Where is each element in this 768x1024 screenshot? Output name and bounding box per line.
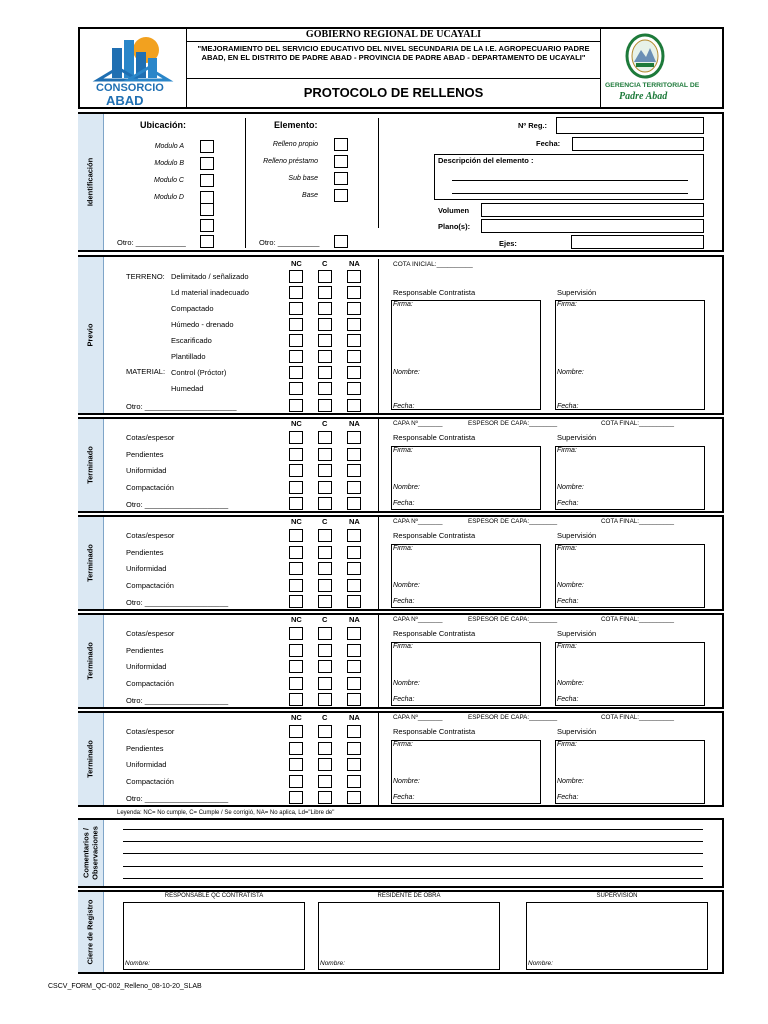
espesor-label: ESPESOR DE CAPA:________ <box>468 714 558 721</box>
terminado-supervision: Supervisión <box>557 629 597 638</box>
comentarios-label-line1: Comentarios / <box>80 828 90 879</box>
terminado-nombre: Nombre: <box>393 484 420 491</box>
nreg-label: Nº Reg.: <box>518 121 547 130</box>
terminado-sidebar <box>78 713 104 805</box>
na-header: NA <box>349 419 360 428</box>
agency-logo <box>605 32 719 106</box>
na-header: NA <box>349 517 360 526</box>
terminado-fecha: Fecha: <box>393 794 415 801</box>
previo-nc-checkbox[interactable] <box>289 334 303 347</box>
terminado-c-checkbox[interactable] <box>318 775 332 788</box>
terminado-firma: Firma: <box>393 447 413 454</box>
terminado-otro: Otro: ____________________ <box>126 500 229 509</box>
terminado-item-label: Compactación <box>126 580 174 590</box>
previo-na-checkbox[interactable] <box>347 318 361 331</box>
capa-label: CAPA Nº_______ <box>393 518 443 525</box>
terminado-otro-nc-checkbox[interactable] <box>289 497 303 510</box>
terminado-item-label: Cotas/espesor <box>126 629 175 638</box>
cierre-col2-box[interactable] <box>318 902 500 970</box>
espesor-label: ESPESOR DE CAPA:________ <box>468 420 558 427</box>
previo-supervision-box[interactable] <box>555 300 705 410</box>
terminado-fecha: Fecha: <box>557 500 579 507</box>
ubicacion-otro-checkbox[interactable] <box>200 235 214 248</box>
terminado-sidebar <box>78 419 104 511</box>
previo-na-checkbox[interactable] <box>347 286 361 299</box>
elemento-otro-checkbox[interactable] <box>334 235 348 248</box>
terminado-na-checkbox[interactable] <box>347 431 361 444</box>
terminado-sidebar <box>78 615 104 707</box>
terminado-c-checkbox[interactable] <box>318 758 332 771</box>
terminado-c-checkbox[interactable] <box>318 660 332 673</box>
terminado-otro-c-checkbox[interactable] <box>318 791 332 804</box>
terminado-nc-checkbox[interactable] <box>289 775 303 788</box>
terminado-c-checkbox[interactable] <box>318 677 332 690</box>
terminado-item-label: Pendientes <box>126 547 164 557</box>
divider <box>378 517 379 609</box>
agency-name-line2: Padre Abad <box>619 91 668 102</box>
terminado-firma: Firma: <box>393 545 413 552</box>
previo-na-checkbox[interactable] <box>347 334 361 347</box>
cierre-sidebar <box>78 892 104 972</box>
terminado-otro: Otro: ____________________ <box>126 598 229 607</box>
company-logo <box>88 34 178 106</box>
elemento-item-checkbox[interactable] <box>334 189 348 202</box>
ubicacion-item-label: Modulo A <box>154 143 184 150</box>
na-header: NA <box>349 615 360 624</box>
previo-supervision: Supervisión <box>557 288 597 297</box>
terminado-na-checkbox[interactable] <box>347 775 361 788</box>
terminado-na-checkbox[interactable] <box>347 464 361 477</box>
terminado-na-checkbox[interactable] <box>347 644 361 657</box>
terminado-fecha: Fecha: <box>393 598 415 605</box>
terminado-na-checkbox[interactable] <box>347 627 361 640</box>
terminado-c-checkbox[interactable] <box>318 464 332 477</box>
c-header: C <box>322 615 328 624</box>
previo-na-checkbox[interactable] <box>347 270 361 283</box>
terminado-item-label: Pendientes <box>126 645 164 655</box>
terminado-item-label: Compactación <box>126 776 174 786</box>
previo-na-checkbox[interactable] <box>347 366 361 379</box>
nc-header: NC <box>291 615 302 624</box>
terminado-otro-na-checkbox[interactable] <box>347 595 361 608</box>
previo-nc-checkbox[interactable] <box>289 366 303 379</box>
comentarios-label <box>82 826 99 880</box>
terminado-item-label: Uniformidad <box>126 466 167 475</box>
ubicacion-item-label: Modulo B <box>154 160 184 167</box>
terminado-fecha: Fecha: <box>557 794 579 801</box>
terminado-nc-checkbox[interactable] <box>289 448 303 461</box>
elemento-item-checkbox[interactable] <box>334 138 348 151</box>
comentarios-label-line2: Observaciones <box>89 826 99 880</box>
seal-icon <box>605 32 719 80</box>
cierre-nombre-1: Nombre: <box>125 960 150 967</box>
previo-item-label: Plantillado <box>171 352 206 361</box>
previo-nc-checkbox[interactable] <box>289 286 303 299</box>
government-title: GOBIERNO REGIONAL DE UCAYALI <box>305 29 482 40</box>
terminado-nc-checkbox[interactable] <box>289 579 303 592</box>
ubicacion-item-label: Modulo C <box>154 177 184 184</box>
terminado-na-checkbox[interactable] <box>347 529 361 542</box>
terminado-nombre: Nombre: <box>393 778 420 785</box>
terminado-nc-checkbox[interactable] <box>289 677 303 690</box>
previo-firma-2: Firma: <box>557 301 577 308</box>
previo-otro-nc-checkbox[interactable] <box>289 399 303 412</box>
terminado-item-label: Uniformidad <box>126 760 167 769</box>
planos-field[interactable] <box>481 219 704 233</box>
nc-header: NC <box>291 713 302 722</box>
previo-otro: Otro: ______________________ <box>126 402 237 411</box>
volumen-field[interactable] <box>481 203 704 217</box>
previo-c-checkbox[interactable] <box>318 286 332 299</box>
terminado-nc-checkbox[interactable] <box>289 546 303 559</box>
terminado-c-checkbox[interactable] <box>318 627 332 640</box>
previo-c-checkbox[interactable] <box>318 366 332 379</box>
cierre-label: Cierre de Registro <box>85 899 95 965</box>
terminado-label: Terminado <box>85 740 95 778</box>
divider <box>378 419 379 511</box>
identificacion-label: Identificación <box>85 157 95 207</box>
identificacion-sidebar <box>78 114 104 250</box>
c-header: C <box>322 259 328 268</box>
terminado-otro-nc-checkbox[interactable] <box>289 595 303 608</box>
cota-final-label: COTA FINAL:__________ <box>601 420 675 427</box>
previo-responsable-box[interactable] <box>391 300 541 410</box>
previo-label: Previo <box>85 323 95 347</box>
cierre-nombre-3: Nombre: <box>528 960 553 967</box>
nc-header: NC <box>291 419 302 428</box>
terminado-item-label: Uniformidad <box>126 662 167 671</box>
previo-item-label: Húmedo - drenado <box>171 320 234 329</box>
terminado-c-checkbox[interactable] <box>318 546 332 559</box>
previo-nombre-1: Nombre: <box>393 369 420 376</box>
terminado-label: Terminado <box>85 446 95 484</box>
previo-nc-checkbox[interactable] <box>289 350 303 363</box>
terminado-nc-checkbox[interactable] <box>289 742 303 755</box>
previo-item-label: Humedad <box>171 384 204 393</box>
project-title: "MEJORAMIENTO DEL SERVICIO EDUCATIVO DEL NIVEL SECUNDARIA DE LA I.E. AGROPECUARIO PADRE ABAD, EN EL DISTRITO DE PADRE ABAD - PROVINCIA DE PADRE ABAD - DEPARTAMENTO DE UCAYALI" <box>197 44 590 63</box>
terminado-na-checkbox[interactable] <box>347 758 361 771</box>
terminado-fecha: Fecha: <box>557 598 579 605</box>
company-name-2: ABAD <box>106 93 144 108</box>
ubicacion-item-checkbox[interactable] <box>200 174 214 187</box>
terminado-c-checkbox[interactable] <box>318 448 332 461</box>
terminado-item-label: Compactación <box>126 678 174 688</box>
ubicacion-extra-checkbox[interactable] <box>200 219 214 232</box>
terminado-item-label: Cotas/espesor <box>126 531 175 540</box>
cierre-nombre-2: Nombre: <box>320 960 345 967</box>
terminado-na-checkbox[interactable] <box>347 677 361 690</box>
terminado-nc-checkbox[interactable] <box>289 627 303 640</box>
terminado-otro: Otro: ____________________ <box>126 696 229 705</box>
divider <box>378 615 379 707</box>
terminado-na-checkbox[interactable] <box>347 579 361 592</box>
nc-header: NC <box>291 259 302 268</box>
cota-final-label: COTA FINAL:__________ <box>601 714 675 721</box>
previo-otro-na-checkbox[interactable] <box>347 399 361 412</box>
terminado-responsable: Responsable Contratista <box>393 629 476 638</box>
terminado-nombre: Nombre: <box>393 680 420 687</box>
terminado-na-checkbox[interactable] <box>347 562 361 575</box>
terminado-nc-checkbox[interactable] <box>289 464 303 477</box>
terminado-nombre: Nombre: <box>557 680 584 687</box>
terminado-supervision: Supervisión <box>557 531 597 540</box>
cierre-col1-box[interactable] <box>123 902 305 970</box>
previo-c-checkbox[interactable] <box>318 318 332 331</box>
terminado-item-label: Cotas/espesor <box>126 727 175 736</box>
previo-c-checkbox[interactable] <box>318 302 332 315</box>
terminado-firma: Firma: <box>393 741 413 748</box>
elemento-item-label: Relleno préstamo <box>263 158 318 165</box>
terminado-supervision: Supervisión <box>557 727 597 736</box>
terminado-responsable: Responsable Contratista <box>393 433 476 442</box>
previo-fecha-1: Fecha: <box>393 403 415 410</box>
terminado-nc-checkbox[interactable] <box>289 660 303 673</box>
previo-item-label: Ld material inadecuado <box>171 288 249 297</box>
company-name-1: CONSORCIO <box>96 82 164 94</box>
previo-fecha-2: Fecha: <box>557 403 579 410</box>
previo-item-label: Compactado <box>171 304 214 313</box>
terminado-responsable: Responsable Contratista <box>393 727 476 736</box>
page-title: PROTOCOLO DE RELLENOS <box>303 85 484 100</box>
terminado-firma: Firma: <box>557 741 577 748</box>
previo-na-checkbox[interactable] <box>347 382 361 395</box>
buildings-icon <box>88 34 178 82</box>
terminado-sidebar <box>78 517 104 609</box>
descripcion-label: Descripción del elemento : <box>438 156 534 165</box>
terminado-label: Terminado <box>85 544 95 582</box>
c-header: C <box>322 713 328 722</box>
terminado-c-checkbox[interactable] <box>318 529 332 542</box>
ubicacion-item-checkbox[interactable] <box>200 157 214 170</box>
capa-label: CAPA Nº_______ <box>393 714 443 721</box>
terminado-c-checkbox[interactable] <box>318 431 332 444</box>
previo-item-label: Delimitado / señalizado <box>171 272 249 281</box>
terminado-otro-nc-checkbox[interactable] <box>289 693 303 706</box>
terminado-c-checkbox[interactable] <box>318 481 332 494</box>
terminado-item-label: Pendientes <box>126 449 164 459</box>
terminado-otro-na-checkbox[interactable] <box>347 693 361 706</box>
comment-line[interactable] <box>123 866 703 867</box>
fecha-field[interactable] <box>572 137 704 151</box>
previo-sidebar <box>78 257 104 413</box>
comentarios-sidebar <box>78 820 104 886</box>
terminado-nc-checkbox[interactable] <box>289 758 303 771</box>
volumen-label: Volumen <box>438 206 470 215</box>
terminado-nc-checkbox[interactable] <box>289 529 303 542</box>
terminado-nombre: Nombre: <box>393 582 420 589</box>
terminado-na-checkbox[interactable] <box>347 546 361 559</box>
terminado-fecha: Fecha: <box>393 696 415 703</box>
terminado-fecha: Fecha: <box>557 696 579 703</box>
ejes-field[interactable] <box>571 235 704 249</box>
nc-header: NC <box>291 517 302 526</box>
terminado-nc-checkbox[interactable] <box>289 644 303 657</box>
terminado-otro-c-checkbox[interactable] <box>318 497 332 510</box>
previo-c-checkbox[interactable] <box>318 270 332 283</box>
ubicacion-otro-label: Otro: ____________ <box>117 238 186 247</box>
terminado-otro-c-checkbox[interactable] <box>318 693 332 706</box>
terminado-c-checkbox[interactable] <box>318 644 332 657</box>
cierre-col2-title: RESIDENTE DE OBRA <box>377 893 441 899</box>
terminado-c-checkbox[interactable] <box>318 742 332 755</box>
leyenda: Leyenda: NC= No cumple, C= Cumple / Se corrigió, NA= No aplica, Ld="Libre de" <box>117 810 335 816</box>
na-header: NA <box>349 713 360 722</box>
ubicacion-item-label: Modulo D <box>154 194 184 201</box>
previo-c-checkbox[interactable] <box>318 382 332 395</box>
previo-nc-checkbox[interactable] <box>289 270 303 283</box>
terminado-item-label: Compactación <box>126 482 174 492</box>
previo-otro-c-checkbox[interactable] <box>318 399 332 412</box>
terminado-na-checkbox[interactable] <box>347 725 361 738</box>
ubicacion-item-checkbox[interactable] <box>200 140 214 153</box>
ejes-label: Ejes: <box>499 239 517 248</box>
divider <box>378 713 379 805</box>
terminado-otro-na-checkbox[interactable] <box>347 497 361 510</box>
previo-c-checkbox[interactable] <box>318 334 332 347</box>
previo-nc-checkbox[interactable] <box>289 302 303 315</box>
previo-item-label: Control (Próctor) <box>171 368 227 377</box>
agency-name-line1: GERENCIA TERRITORIAL DE <box>605 82 700 89</box>
fecha-label: Fecha: <box>536 139 561 148</box>
terminado-nombre: Nombre: <box>557 582 584 589</box>
terminado-otro-nc-checkbox[interactable] <box>289 791 303 804</box>
terminado-nc-checkbox[interactable] <box>289 562 303 575</box>
cota-final-label: COTA FINAL:__________ <box>601 518 675 525</box>
elemento-label: Elemento: <box>274 120 318 130</box>
material-label: MATERIAL: <box>126 367 166 376</box>
terminado-nc-checkbox[interactable] <box>289 725 303 738</box>
terminado-otro-na-checkbox[interactable] <box>347 791 361 804</box>
elemento-otro-label: Otro: __________ <box>259 238 320 247</box>
terminado-item-label: Cotas/espesor <box>126 433 175 442</box>
elemento-item-label: Relleno propio <box>272 141 318 148</box>
na-header: NA <box>349 259 360 268</box>
terminado-item-label: Pendientes <box>126 743 164 753</box>
terminado-otro-c-checkbox[interactable] <box>318 595 332 608</box>
terminado-na-checkbox[interactable] <box>347 742 361 755</box>
terminado-label: Terminado <box>85 642 95 680</box>
cierre-col3-box[interactable] <box>526 902 708 970</box>
previo-na-checkbox[interactable] <box>347 302 361 315</box>
comment-line[interactable] <box>123 829 703 830</box>
terminado-fecha: Fecha: <box>393 500 415 507</box>
terminado-nc-checkbox[interactable] <box>289 481 303 494</box>
previo-na-checkbox[interactable] <box>347 350 361 363</box>
terminado-firma: Firma: <box>393 643 413 650</box>
terminado-firma: Firma: <box>557 545 577 552</box>
terminado-firma: Firma: <box>557 447 577 454</box>
elemento-item-label: Sub base <box>288 175 318 182</box>
terminado-c-checkbox[interactable] <box>318 579 332 592</box>
capa-label: CAPA Nº_______ <box>393 420 443 427</box>
c-header: C <box>322 419 328 428</box>
terreno-label: TERRENO: <box>126 272 165 281</box>
ubicacion-extra-checkbox[interactable] <box>200 203 214 216</box>
previo-item-label: Escarificado <box>171 336 212 345</box>
comment-line[interactable] <box>123 841 703 842</box>
terminado-nc-checkbox[interactable] <box>289 431 303 444</box>
ubicacion-label: Ubicación: <box>140 120 187 130</box>
previo-c-checkbox[interactable] <box>318 350 332 363</box>
terminado-supervision: Supervisión <box>557 433 597 442</box>
terminado-na-checkbox[interactable] <box>347 660 361 673</box>
espesor-label: ESPESOR DE CAPA:________ <box>468 616 558 623</box>
terminado-c-checkbox[interactable] <box>318 725 332 738</box>
cierre-col3-title: SUPERVISIÓN <box>596 893 638 899</box>
terminado-responsable: Responsable Contratista <box>393 531 476 540</box>
terminado-firma: Firma: <box>557 643 577 650</box>
comment-line[interactable] <box>123 853 703 854</box>
terminado-na-checkbox[interactable] <box>347 481 361 494</box>
espesor-label: ESPESOR DE CAPA:________ <box>468 518 558 525</box>
terminado-c-checkbox[interactable] <box>318 562 332 575</box>
c-header: C <box>322 517 328 526</box>
terminado-otro: Otro: ____________________ <box>126 794 229 803</box>
comment-line[interactable] <box>123 878 703 879</box>
terminado-nombre: Nombre: <box>557 778 584 785</box>
previo-nc-checkbox[interactable] <box>289 318 303 331</box>
terminado-item-label: Uniformidad <box>126 564 167 573</box>
planos-label: Plano(s): <box>438 222 471 231</box>
capa-label: CAPA Nº_______ <box>393 616 443 623</box>
terminado-nombre: Nombre: <box>557 484 584 491</box>
nreg-field[interactable] <box>556 117 704 134</box>
previo-nombre-2: Nombre: <box>557 369 584 376</box>
previo-responsable: Responsable Contratista <box>393 288 476 297</box>
cota-inicial: COTA INICIAL:__________ <box>393 261 473 268</box>
terminado-na-checkbox[interactable] <box>347 448 361 461</box>
elemento-item-checkbox[interactable] <box>334 172 348 185</box>
elemento-item-checkbox[interactable] <box>334 155 348 168</box>
cota-final-label: COTA FINAL:__________ <box>601 616 675 623</box>
elemento-item-label: Base <box>302 192 318 199</box>
previo-firma-1: Firma: <box>393 301 413 308</box>
previo-nc-checkbox[interactable] <box>289 382 303 395</box>
footer-code: CSCV_FORM_QC-002_Relleno_08-10-20_SLAB <box>48 983 202 990</box>
cierre-col1-title: RESPONSABLE QC CONTRATISTA <box>164 893 264 899</box>
